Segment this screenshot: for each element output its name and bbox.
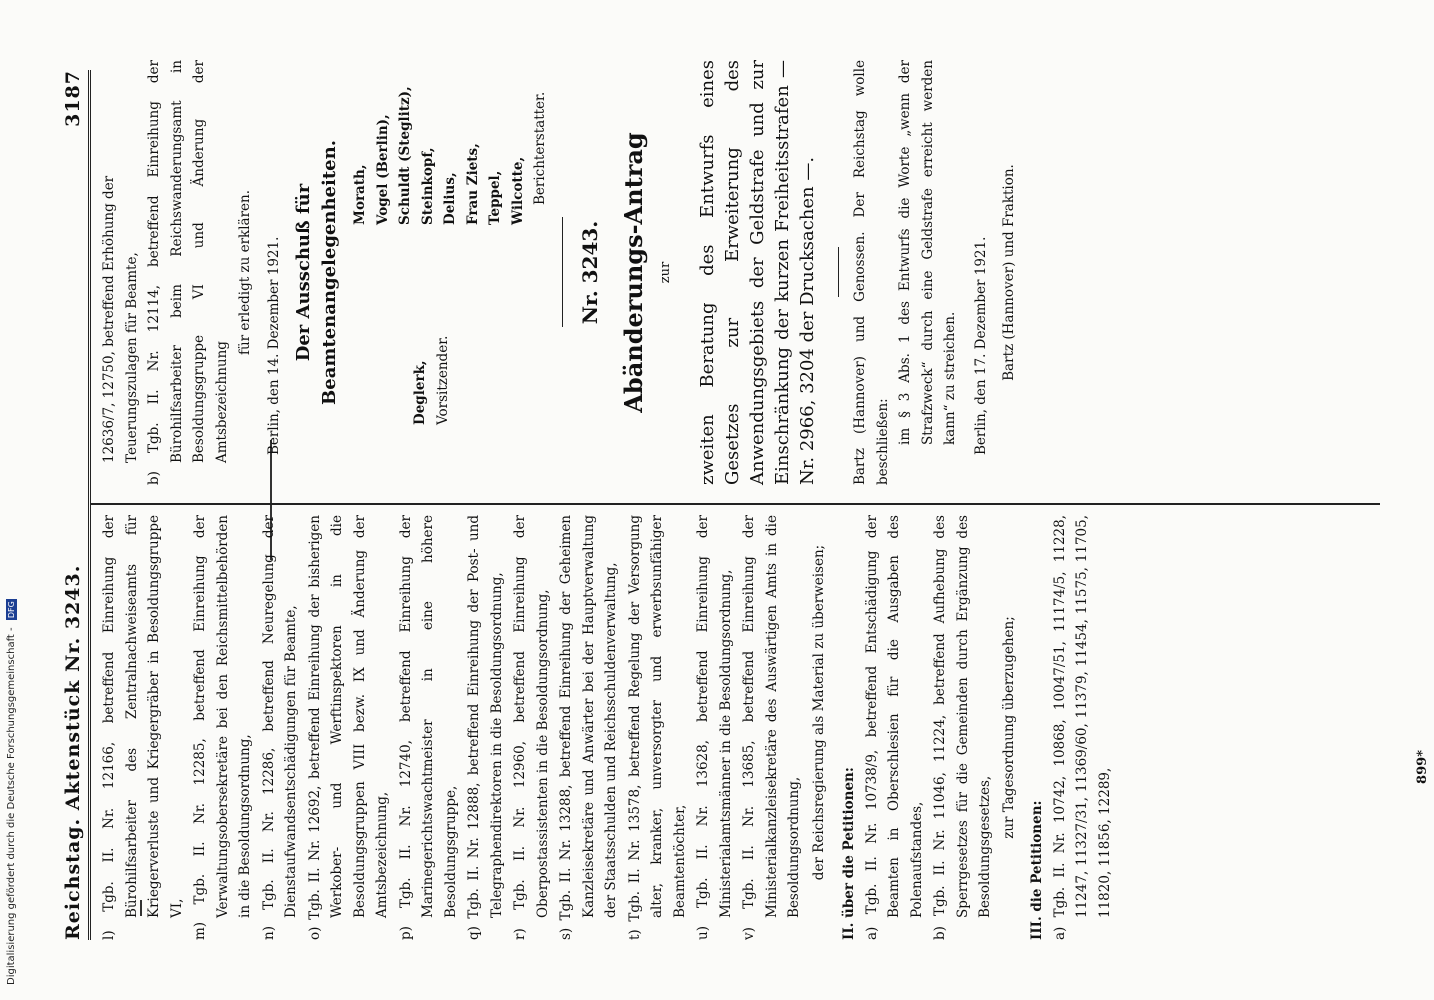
item-text: Tgb. II. Nr. 12960, betreffend Einreihung der Oberpostassistenten in die Besoldungsordnung, — [512, 515, 551, 918]
item-label: q) — [466, 926, 482, 940]
continued-text: 12636/7, 12750, betreffend Erhöhung der Teuerungszulagen für Beamte, — [101, 175, 140, 463]
motion-description: zweiten Beratung des Entwurfs eines Gesetzes zur Erweiterung des Anwendungsgebiets der Geldstrafe und zur Einschränkung der kurzen Freiheitsstrafen — Nr. 2966, 3204 der Drucksachen —. — [697, 60, 818, 485]
reporter-name: Vogel (Berlin), — [374, 114, 391, 225]
reporter-block — [349, 86, 552, 225]
item-label: t) — [626, 929, 643, 940]
item-label: n) — [260, 926, 277, 940]
reporter-list — [349, 86, 529, 225]
list-item — [189, 515, 257, 940]
signature-block — [349, 60, 552, 485]
chair-block — [349, 225, 552, 485]
reporter-name: Frau Ziets, — [464, 143, 481, 225]
item-text: Tgb. II. Nr. 12888, betreffend Einreihung der Post- und Telegraphendirektoren in die Besoldungsordnung, — [466, 515, 505, 919]
motion-amendment: im § 3 Abs. 1 des Entwurfs die Worte „wenn der Strafzweck“ durch eine Geldstrafe erreicht werden kann“ zu streichen. — [897, 60, 958, 445]
list-item — [509, 515, 554, 940]
item-label: b) — [932, 926, 948, 940]
chair-name: Deglerk, — [412, 360, 428, 425]
list-item — [304, 515, 394, 940]
digitization-credit — [6, 599, 17, 985]
item-label: m) — [192, 921, 208, 940]
item-label: a) — [863, 926, 880, 940]
short-divider — [838, 248, 839, 298]
material-note: der Reichsregierung als Material zu überweisen; — [810, 544, 827, 881]
reporter-name: Schuldt (Steglitz), — [397, 86, 413, 225]
item-label: b) — [146, 471, 162, 485]
column-divider — [90, 503, 1380, 505]
reporter-name: Wilcotte, — [509, 156, 526, 225]
item-label: u) — [695, 926, 711, 940]
item-label: l) — [101, 930, 117, 940]
item-text: Tgb. II. Nr. 13578, betreffend Regelung der Versorgung alter, kranker, unversorgter und erwerbsunfähiger Beamtentöchter, — [626, 514, 688, 922]
left-column — [98, 515, 1117, 940]
petition-list-3 — [1049, 515, 1117, 940]
list-item-b — [143, 60, 233, 485]
section-heading-2: II. über die Petitionen: — [841, 767, 857, 940]
item-text: Tgb. II. Nr. 12692, betreffend Einreihung der bisherigen Werkober- und Werftinspektoren in die Besoldungsgruppen VIII bezw. IX und Änderung der Amtsbezeichnung, — [306, 515, 390, 920]
erledigt-note: für erledigt zu erklären. — [237, 189, 253, 356]
right-column — [98, 60, 1021, 485]
date-line-1: Berlin, den 14. Dezember 1921. — [265, 236, 282, 455]
header-title: Reichstag. Aktenstück Nr. 3243. — [62, 564, 84, 940]
item-text: Tgb. II. Nr. 10742, 10868, 10047/51, 11174/5, 11228, 11247, 11327/31, 11369/60, 11379, 11454, 11575, 11705, 11820, 11856, 12289, — [1051, 514, 1113, 918]
item-label: r) — [512, 928, 528, 940]
item-text: Tgb. II. Nr. 12114, betreffend Einreihung der Bürohilfsarbeiter beim Reichswanderungsamt in Besoldungsgruppe VI und Änderung der Amtsbezeichnung — [146, 60, 230, 463]
chair-role: Vorsitzender. — [434, 335, 451, 425]
section-divider — [562, 218, 563, 328]
item-text: Tgb. II. Nr. 10738/9, betreffend Entschädigung der Beamten in Oberschlesien für die Ausgaben des Polenaufstandes, — [863, 515, 925, 918]
item-label: a) — [1051, 926, 1068, 940]
item-label: v) — [741, 927, 757, 940]
list-item — [929, 515, 997, 940]
page-number: 3187 — [62, 70, 84, 127]
item-text: Tgb. II. Nr. 13628, betreffend Einreihung der Ministerialamtsmänner in die Besoldungsordnung, — [695, 515, 734, 918]
print-id: 899* — [1415, 750, 1430, 784]
reporter-name: Teppel, — [487, 170, 503, 225]
motion-number: Nr. 3243. — [577, 220, 602, 325]
list-item — [395, 515, 463, 940]
item-label: p) — [397, 926, 414, 940]
list-item — [861, 515, 929, 940]
list-item — [463, 515, 508, 940]
motion-title: Abänderungs-Antrag — [618, 132, 648, 413]
item-text: Tgb. II. Nr. 13685, betreffend Einreihung der Ministerialkanzleisekretäre des Auswärtigen Amts in die Besoldungsordnung, — [741, 515, 802, 918]
list-item — [98, 515, 188, 940]
list-item — [738, 515, 806, 940]
list-item — [1049, 515, 1117, 940]
motion-body: Bartz (Hannover) und Genossen. Der Reichstag wolle beschließen: — [852, 60, 891, 485]
item-text: Tgb. II. Nr. 12286, betreffend Neuregelung der Dienstaufwandsentschädigungen für Beamte, — [260, 515, 299, 918]
committee-name: Der Ausschuß für Beamtenangelegenheiten. — [293, 140, 340, 405]
reporter-name: Steinkopf, — [419, 147, 436, 225]
dfg-logo: DFG — [7, 601, 16, 619]
item-label: s) — [558, 927, 574, 940]
motion-zur: zur — [657, 261, 673, 284]
item-text: Tgb. II. Nr. 12740, betreffend Einreihung der Marinegerichtswachtmeister in eine höhere Besoldungsgruppe, — [397, 515, 459, 918]
item-text: Tgb. II. Nr. 13288, betreffend Einreihung der Geheimen Kanzleisekretäre und Anwärter bei der Hauptverwaltung der Staatsschulden und Reichsschuldenverwaltung, — [558, 515, 619, 921]
date-line-2: Berlin, den 17. Dezember 1921. — [972, 236, 989, 455]
list-item — [624, 515, 692, 940]
list-item — [692, 515, 737, 940]
section-heading-3: III. die Petitionen: — [1029, 800, 1045, 940]
page-header — [50, 70, 91, 940]
list-item — [258, 515, 303, 940]
tagesordnung-note: zur Tagesordnung überzugehen; — [1000, 616, 1017, 839]
reporter-role: Berichterstatter. — [532, 91, 548, 205]
rotated-document-page — [50, 50, 1430, 960]
item-text: Tgb. II. Nr. 12166, betreffend Einreihung der Bürohilfsarbeiter des Zentralnachweiseamts für Kriegerverluste und Kriegergräber in Besoldungsgruppe VI, — [101, 515, 185, 918]
item-text: Tgb. II. Nr. 12285, betreffend Einreihung der Verwaltungsobersekretäre bei den Reichsmittelbehörden in die Besoldungsordnung, — [192, 515, 253, 918]
item-text: Tgb. II. Nr. 11046, 11224, betreffend Aufhebung des Sperrgesetzes für die Gemeinden durch Ergänzung des Besoldungsgesetzes, — [932, 515, 993, 918]
credit-text: Digitalisierung gefördert durch die Deutsche Forschungsgemeinschaft - — [6, 627, 17, 985]
signature-line: Bartz (Hannover) und Fraktion. — [1001, 164, 1017, 381]
petition-list-2 — [861, 515, 997, 940]
reporter-name: Morath, — [352, 164, 368, 225]
list-item — [555, 515, 623, 940]
petition-list — [98, 515, 806, 940]
item-label: o) — [306, 926, 323, 940]
reporter-name: Delius, — [442, 172, 458, 225]
